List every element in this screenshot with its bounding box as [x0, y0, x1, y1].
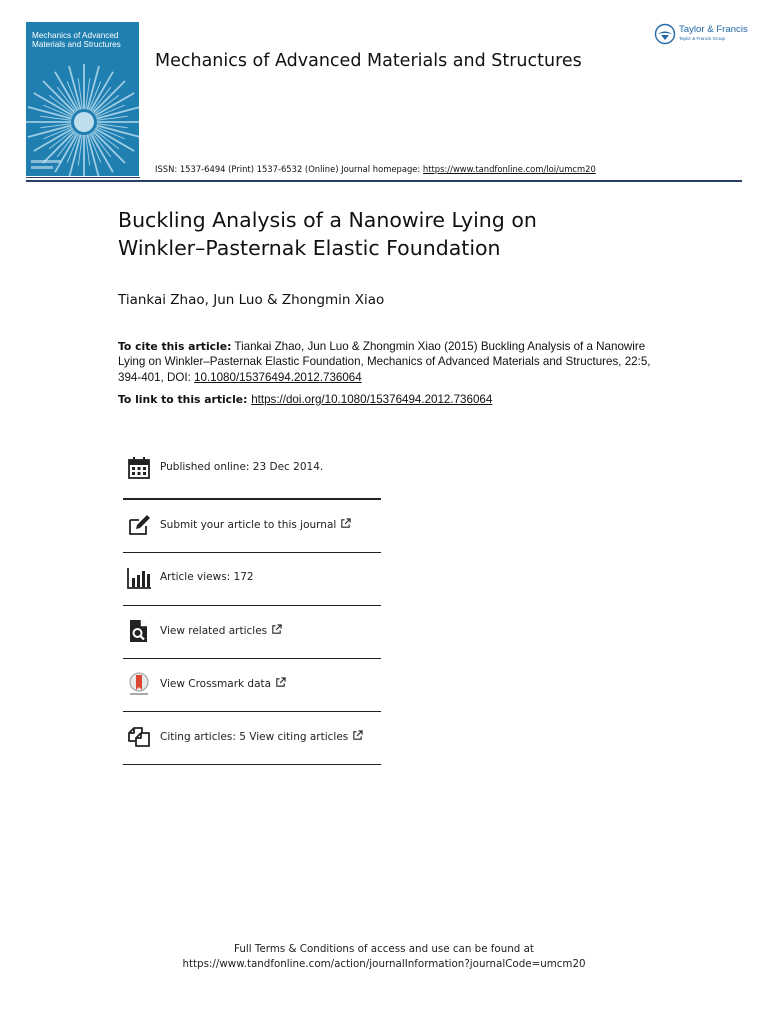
- citation-doi-link[interactable]: 10.1080/15376494.2012.736064: [194, 370, 362, 384]
- crossmark-icon: [127, 672, 151, 696]
- article-title-line1: Buckling Analysis of a Nanowire Lying on: [118, 208, 537, 232]
- calendar-icon: [127, 456, 151, 480]
- citation-label: To cite this article:: [118, 340, 232, 353]
- search-document-icon: [127, 619, 151, 643]
- cover-burst-ray: [97, 107, 139, 119]
- journal-cover: [26, 22, 139, 176]
- footer-line1: Full Terms & Conditions of access and use can be found at: [234, 943, 534, 955]
- article-doi-link[interactable]: https://doi.org/10.1080/15376494.2012.736064: [251, 393, 493, 406]
- citation-block: [118, 339, 658, 385]
- article-title: [118, 206, 678, 262]
- info-item-published: [123, 443, 381, 500]
- external-link-icon: [340, 518, 351, 529]
- info-item-crossmark[interactable]: [123, 659, 381, 712]
- edit-icon: [127, 513, 151, 537]
- info-item-label: Article views: 172: [160, 571, 254, 583]
- publisher-group: Taylor & Francis Group: [679, 36, 726, 41]
- info-item-citing[interactable]: [123, 712, 381, 765]
- article-link-line: [118, 393, 492, 406]
- cover-burst-ray: [87, 66, 99, 109]
- article-authors: Tiankai Zhao, Jun Luo & Zhongmin Xiao: [118, 292, 385, 308]
- link-label: To link to this article:: [118, 393, 252, 406]
- info-item-views: [123, 553, 381, 606]
- article-title-line2: Winkler–Pasternak Elastic Foundation: [118, 236, 501, 260]
- external-link-icon: [271, 624, 282, 635]
- taylor-francis-logo-icon: [654, 23, 676, 45]
- issn-line: [155, 164, 596, 174]
- info-item-label: Published online: 23 Dec 2014.: [160, 461, 324, 473]
- external-link-icon: [352, 730, 363, 741]
- external-link-icon: [275, 677, 286, 688]
- bar-chart-icon: [127, 566, 151, 590]
- cover-burst-ray: [69, 66, 81, 109]
- citation-text: Tiankai Zhao, Jun Luo & Zhongmin Xiao (2015) Buckling Analysis of a Nanowire Lying on Winkler–Pasternak Elastic Foundation, Mechanics of Advanced Materials and Structures, 22:5, 394-401, DOI:: [118, 340, 651, 384]
- publisher-logo[interactable]: [654, 22, 746, 48]
- journal-title[interactable]: Mechanics of Advanced Materials and Structures: [155, 51, 582, 71]
- info-item-label: View Crossmark data: [160, 677, 286, 690]
- cover-burst-ray: [97, 125, 139, 137]
- header-rule-thin: [26, 177, 140, 178]
- issn-text: ISSN: 1537-6494 (Print) 1537-6532 (Online) Journal homepage:: [155, 164, 423, 174]
- info-item-related[interactable]: [123, 606, 381, 659]
- info-item-label: Submit your article to this journal: [160, 518, 351, 531]
- citing-icon: [127, 725, 151, 749]
- info-item-submit[interactable]: [123, 500, 381, 553]
- publisher-name: Taylor & Francis: [679, 24, 748, 35]
- journal-homepage-link[interactable]: https://www.tandfonline.com/loi/umcm20: [422, 164, 596, 174]
- footer-terms: [0, 942, 768, 972]
- article-info-list: [123, 443, 381, 765]
- cover-burst-ray: [28, 107, 71, 119]
- header-rule: [26, 180, 742, 182]
- cover-burst-ray: [28, 125, 71, 137]
- info-item-label: Citing articles: 5 View citing articles: [160, 730, 363, 743]
- footer-terms-link[interactable]: https://www.tandfonline.com/action/journalInformation?journalCode=umcm20: [182, 958, 586, 970]
- cover-title: Mechanics of Advanced Materials and Structures: [32, 31, 121, 49]
- info-item-label: View related articles: [160, 624, 282, 637]
